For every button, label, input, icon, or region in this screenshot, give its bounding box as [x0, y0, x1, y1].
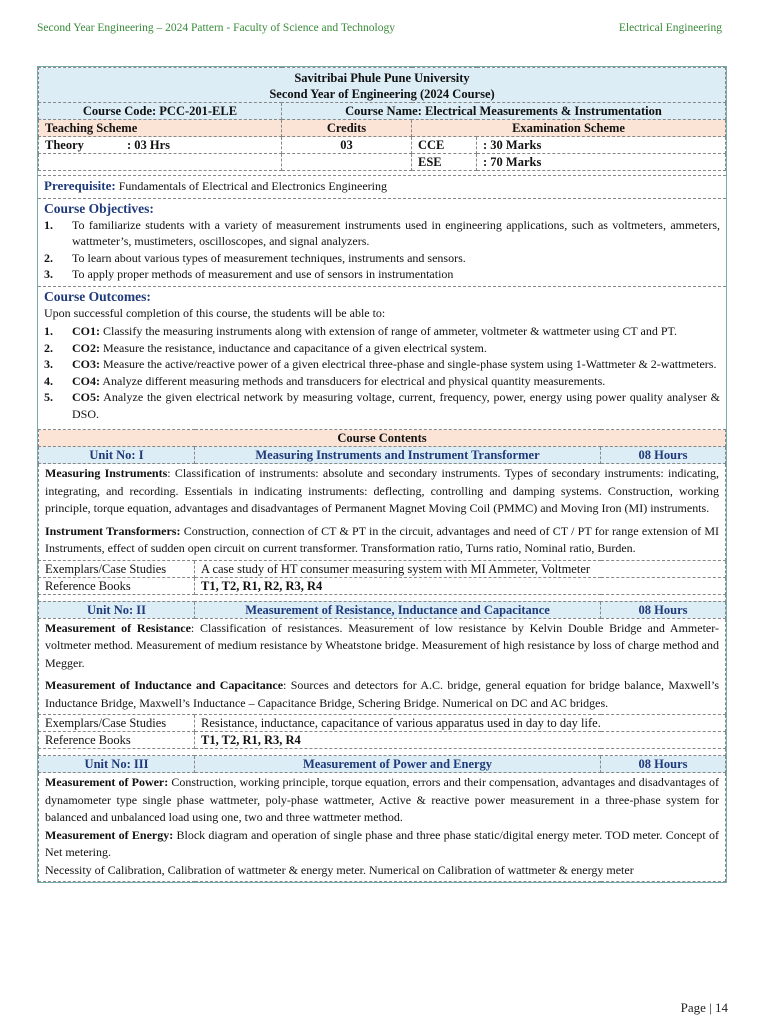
cce-value: : 30 Marks: [477, 137, 726, 154]
page-number: Page | 14: [680, 1000, 728, 1015]
course-name: Course Name: Electrical Measurements & Instrumentation: [282, 103, 726, 120]
outcome-item: [44, 373, 720, 390]
unit-paragraph: [45, 677, 719, 712]
outcomes-heading: Course Outcomes:: [44, 288, 151, 304]
objective-text: To familiarize students with a variety of measurement instruments used in engineering applications, such as voltmeters, ammeters, wattmeter’s, mustimeters, oscilloscopes, and signal analyzers.: [72, 217, 720, 248]
objective-number: 3.: [44, 267, 53, 281]
prerequisite-label: Prerequisite:: [44, 178, 116, 193]
unit-number: Unit No: III: [39, 756, 195, 773]
outcome-code: CO3:: [72, 357, 100, 371]
exam-scheme-label: Examination Scheme: [412, 120, 726, 137]
outcome-item: [44, 323, 720, 340]
exemplar-label: Exemplars/Case Studies: [39, 560, 195, 577]
topic-text: Necessity of Calibration, Calibration of wattmeter & energy meter. Numerical on Calibration of wattmeter & energy meter: [45, 862, 634, 877]
exemplar-text: Resistance, inductance, capacitance of various apparatus used in day to day life.: [195, 715, 726, 732]
outcome-code: CO1:: [72, 324, 100, 338]
running-header-left: Second Year Engineering – 2024 Pattern - Faculty of Science and Technology: [37, 22, 395, 34]
ese-value: : 70 Marks: [477, 154, 726, 171]
outcome-number: 1.: [44, 324, 53, 338]
outcome-text: Classify the measuring instruments along with extension of range of ammeter, voltmeter & wattmeter using CT and PT.: [103, 324, 677, 338]
unit-number: Unit No: II: [39, 601, 195, 618]
topic-text: Block diagram and operation of single phase and three phase static/digital energy meter. TOD meter. Concept of Net metering.: [45, 827, 719, 859]
topic-text: Construction, working principle, torque equation, errors and their compensation, advantages and disadvantages of dynamometer type single phase wattmeter, poly-phase wattmeter, Active & reactive power measurement in a three-phase system for balanced and unbalanced load using one, two and three wattmeter method.: [45, 775, 719, 824]
unit-paragraph: [45, 862, 719, 880]
outcome-number: 5.: [44, 390, 53, 404]
outcome-number: 4.: [44, 373, 53, 388]
unit-hours: 08 Hours: [601, 756, 726, 773]
topic-lead: Measurement of Resistance: [45, 620, 191, 635]
course-code: Course Code: PCC-201-ELE: [39, 103, 282, 120]
university-name: Savitribai Phule Pune University: [294, 71, 470, 85]
unit-number: Unit No: I: [39, 447, 195, 464]
topic-text: : Sources and detectors for A.C. bridge, general equation for bridge balance, Maxwell’s Inductance Bridge, Maxwell’s Inductance – Capacitance Bridge, Schering Bridge. Numerical on DC and AC bridges.: [45, 678, 719, 710]
unit-hours: 08 Hours: [601, 447, 726, 464]
outcome-text: Analyze different measuring methods and transducers for electrical and physical quantity measurements.: [102, 373, 606, 388]
outcome-text: Measure the resistance, inductance and capacitance of a given electrical system.: [103, 340, 487, 355]
reference-books: T1, T2, R1, R2, R3, R4: [195, 577, 726, 594]
topic-lead: Measurement of Inductance and Capacitance: [45, 678, 284, 692]
outcome-item: [44, 340, 720, 357]
outcome-text: Measure the active/reactive power of a given electrical three-phase and single-phase system using 1-Wattmeter & 2-wattmeters.: [103, 357, 717, 371]
outcome-item: [44, 356, 720, 373]
outcomes-intro: Upon successful completion of this course, the students will be able to:: [44, 305, 386, 320]
unit-paragraph: [45, 774, 719, 827]
topic-text: : Classification of instruments: absolute and secondary instruments. Types of secondary instruments: indicating, integrating, and recording. Essentials in indicating instruments: deflecting, controlling and damping systems. Construction, working principle, torque equation, advantages and disadvantages of Permanent Magnet Moving Coil (PMMC) and Moving Iron (MI) instruments.: [45, 466, 719, 515]
exemplar-label: Exemplars/Case Studies: [39, 715, 195, 732]
reference-label: Reference Books: [39, 577, 195, 594]
outcomes-section: [38, 286, 726, 426]
outcome-code: CO2:: [72, 340, 100, 355]
exemplar-text: A case study of HT consumer measuring system with MI Ammeter, Voltmeter: [195, 560, 726, 577]
reference-label: Reference Books: [39, 732, 195, 749]
unit-hours: 08 Hours: [601, 601, 726, 618]
course-contents-heading: Course Contents: [39, 430, 726, 447]
unit-title: Measurement of Power and Energy: [195, 756, 601, 773]
unit-paragraph: [45, 827, 719, 862]
ese-label: ESE: [412, 154, 477, 171]
outcome-code: CO5:: [72, 390, 100, 404]
syllabus-page: [37, 66, 727, 883]
topic-lead: Instrument Transformers:: [45, 523, 181, 538]
cce-label: CCE: [412, 137, 477, 154]
objective-text: To apply proper methods of measurement and use of sensors in instrumentation: [72, 267, 454, 281]
topic-lead: Measuring Instruments: [45, 466, 168, 480]
outcome-number: 2.: [44, 340, 53, 355]
prerequisite-section: [38, 175, 726, 198]
unit-paragraph: [45, 620, 719, 673]
theory-hours: : 03 Hrs: [127, 138, 171, 152]
program-name: Second Year of Engineering (2024 Course): [269, 87, 495, 101]
teaching-scheme-label: Teaching Scheme: [39, 120, 282, 137]
topic-text: : Classification of resistances. Measurement of low resistance by Kelvin Double Bridge and Ammeter-voltmeter method. Measurement of medium resistance by Wheatstone bridge. Measurement of high resistance by loss of charge method and Megger.: [45, 620, 719, 670]
unit-paragraph: [45, 465, 719, 518]
credits-label: Credits: [282, 120, 412, 137]
course-contents-table: [38, 429, 726, 882]
objective-number: 1.: [44, 217, 53, 232]
prerequisite-text: Fundamentals of Electrical and Electronics Engineering: [118, 179, 387, 193]
course-title-table: [38, 67, 726, 171]
unit-title: Measuring Instruments and Instrument Transformer: [195, 447, 601, 464]
unit-paragraph: [45, 523, 719, 558]
topic-lead: Measurement of Power:: [45, 775, 169, 789]
running-header-right: Electrical Engineering: [618, 22, 722, 34]
outcome-number: 3.: [44, 357, 53, 371]
reference-books: T1, T2, R1, R3, R4: [195, 732, 726, 749]
credits-value: 03: [282, 137, 412, 154]
objectives-heading: Course Objectives:: [44, 200, 154, 216]
outcome-code: CO4:: [72, 373, 100, 388]
objectives-section: [38, 198, 726, 286]
objective-number: 2.: [44, 250, 53, 265]
outcome-text: Analyze the given electrical network by measuring voltage, current, frequency, power, energy using power quality analyser & DSO.: [72, 390, 720, 421]
topic-lead: Measurement of Energy:: [45, 827, 174, 842]
outcome-item: [44, 389, 720, 422]
objective-item: [44, 217, 720, 250]
objective-item: [44, 266, 720, 283]
objective-item: [44, 250, 720, 267]
theory-label: Theory: [45, 138, 84, 152]
objective-text: To learn about various types of measurement techniques, instruments and sensors.: [72, 250, 466, 265]
unit-title: Measurement of Resistance, Inductance and Capacitance: [195, 601, 601, 618]
topic-text: Construction, connection of CT & PT in the circuit, advantages and need of CT / PT for range extension of MI Instruments, effect of sudden open circuit on current transformer. Transformation ratio, Turns ratio, Nominal ratio, Burden.: [45, 523, 719, 555]
